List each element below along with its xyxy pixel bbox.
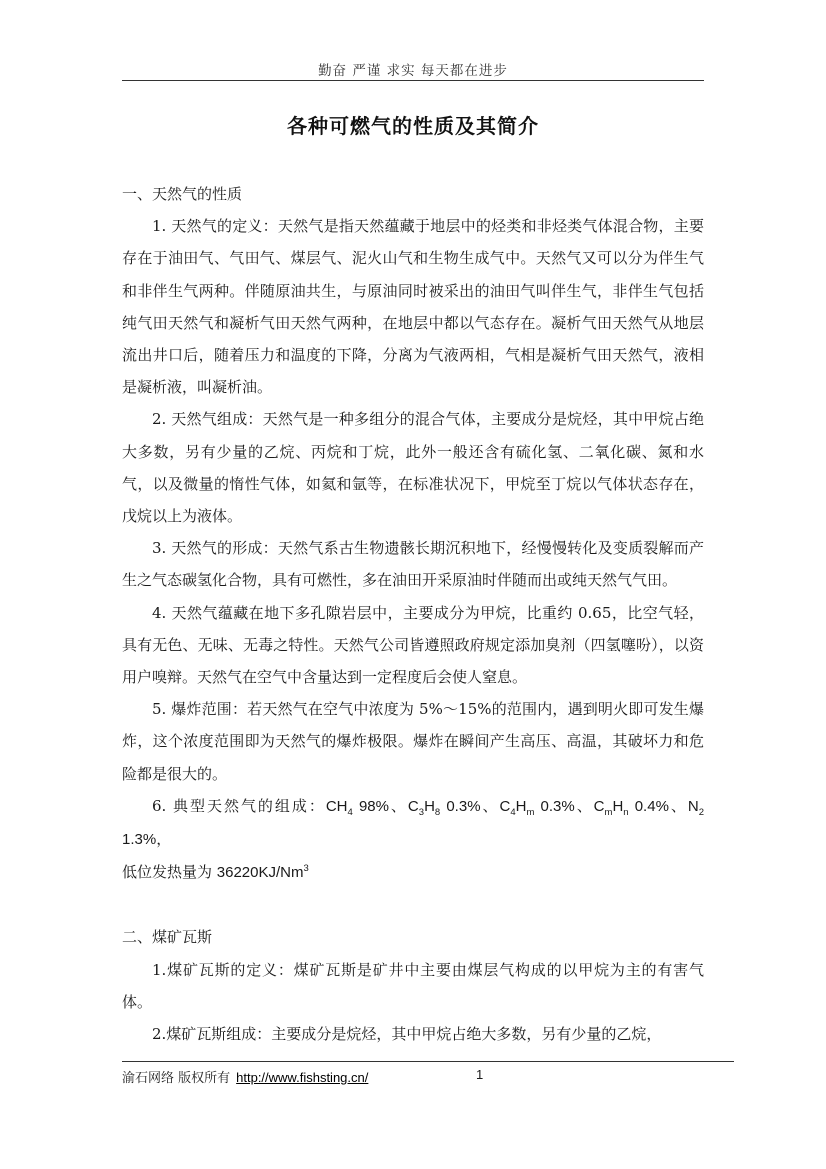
section-spacer xyxy=(122,889,704,921)
paragraph-typical-composition xyxy=(122,790,704,856)
value-c3h8: 0.3%、 xyxy=(440,797,500,815)
formula-c3h8-h: H xyxy=(424,797,435,815)
page-footer xyxy=(122,1067,368,1086)
paragraph-definition: 1. 天然气的定义：天然气是指天然蕴藏于地层中的烃类和非烃类气体混合物，主要存在于油田气、气田气、煤层气、泥火山气和生物生成气中。天然气又可以分为伴生气和非伴生气两种。伴随原油共生，与原油同时被采出的油田气叫伴生气，非伴生气包括纯气田天然气和凝析气田天然气两种，在地层中都以气态存在。凝析气田天然气从地层流出井口后，随着压力和温度的下降，分离为气液两相，气相是凝析气田天然气，液相是凝析液，叫凝析油。 xyxy=(122,217,704,397)
formula-c3h8-c: C xyxy=(407,797,419,815)
footer-rule xyxy=(122,1061,734,1062)
subscript: m xyxy=(526,806,535,818)
heat-value: 36220KJ/Nm xyxy=(216,864,304,882)
section-heading-coal-mine-gas: 二、煤矿瓦斯 xyxy=(122,928,213,947)
heat-value-label: 低位发热量为 xyxy=(122,863,217,882)
value-n2: 1.3%， xyxy=(122,831,172,849)
paragraph-explosion-range: 5. 爆炸范围：若天然气在空气中浓度为 5%～15%的范围内，遇到明火即可发生爆炸，这个浓度范围即为天然气的爆炸极限。爆炸在瞬间产生高压、高温，其破坏力和危险都是很大的。 xyxy=(122,700,704,783)
composition-prefix: 6. 典型天然气的组成： xyxy=(152,796,326,815)
formula-c4hm-h: H xyxy=(515,797,527,815)
section-heading-natural-gas: 一、天然气的性质 xyxy=(122,185,243,203)
heat-value-line xyxy=(122,856,704,889)
formula-ch4: CH xyxy=(325,797,348,815)
paragraph-coal-gas-definition: 1.煤矿瓦斯的定义：煤矿瓦斯是矿井中主要由煤层气构成的以甲烷为主的有害气体。 xyxy=(122,960,704,1011)
paragraph-composition: 2. 天然气组成：天然气是一种多组分的混合气体，主要成分是烷烃，其中甲烷占绝大多数，另有少量的乙烷、丙烷和丁烷，此外一般还含有硫化氢、二氧化碳、氮和水气，以及微量的惰性气体，如氦和氩等，在标准状况下，甲烷至丁烷以气体状态存在，戊烷以上为液体。 xyxy=(122,410,704,526)
subscript: 8 xyxy=(434,806,441,818)
footer-copyright: 渝石网络 版权所有 xyxy=(122,1071,231,1086)
value-c4hm: 0.3%、 xyxy=(534,797,594,815)
paragraph-formation: 3. 天然气的形成：天然气系古生物遗骸长期沉积地下，经慢慢转化及变质裂解而产生之气态碳氢化合物，具有可燃性，多在油田开采原油时伴随而出或纯天然气气田。 xyxy=(122,539,704,590)
subscript: 2 xyxy=(698,806,704,818)
value-cmhn: 0.4%、 xyxy=(628,797,688,815)
document-body xyxy=(122,178,704,1050)
formula-n2: N xyxy=(687,797,699,815)
document-title: 各种可燃气的性质及其简介 xyxy=(287,114,539,138)
page-number: 1 xyxy=(476,1067,484,1082)
superscript: 3 xyxy=(303,863,309,875)
formula-cmhn-c: C xyxy=(593,797,605,815)
formula-c4hm-c: C xyxy=(499,797,511,815)
paragraph-coal-gas-composition: 2.煤矿瓦斯组成：主要成分是烷烃，其中甲烷占绝大多数，另有少量的乙烷， xyxy=(152,1025,662,1044)
subscript: 3 xyxy=(418,806,425,818)
value-ch4: 98%、 xyxy=(352,797,408,815)
paragraph-properties: 4. 天然气蕴藏在地下多孔隙岩层中，主要成分为甲烷，比重约 0.65，比空气轻，具有无色、无味、无毒之特性。天然气公司皆遵照政府规定添加臭剂（四氢噻吩），以资用户嗅辩。天然气在空气中含量达到一定程度后会使人窒息。 xyxy=(122,603,704,687)
header-rule xyxy=(122,80,704,81)
formula-cmhn-h: H xyxy=(612,797,624,815)
subscript: 4 xyxy=(347,806,353,818)
subscript: m xyxy=(604,806,613,818)
footer-website-link[interactable]: http://www.fishsting.cn/ xyxy=(236,1070,369,1085)
subscript: n xyxy=(623,806,629,818)
page-header: 勤奋 严谨 求实 每天都在进步 xyxy=(318,63,508,79)
subscript: 4 xyxy=(510,806,516,818)
